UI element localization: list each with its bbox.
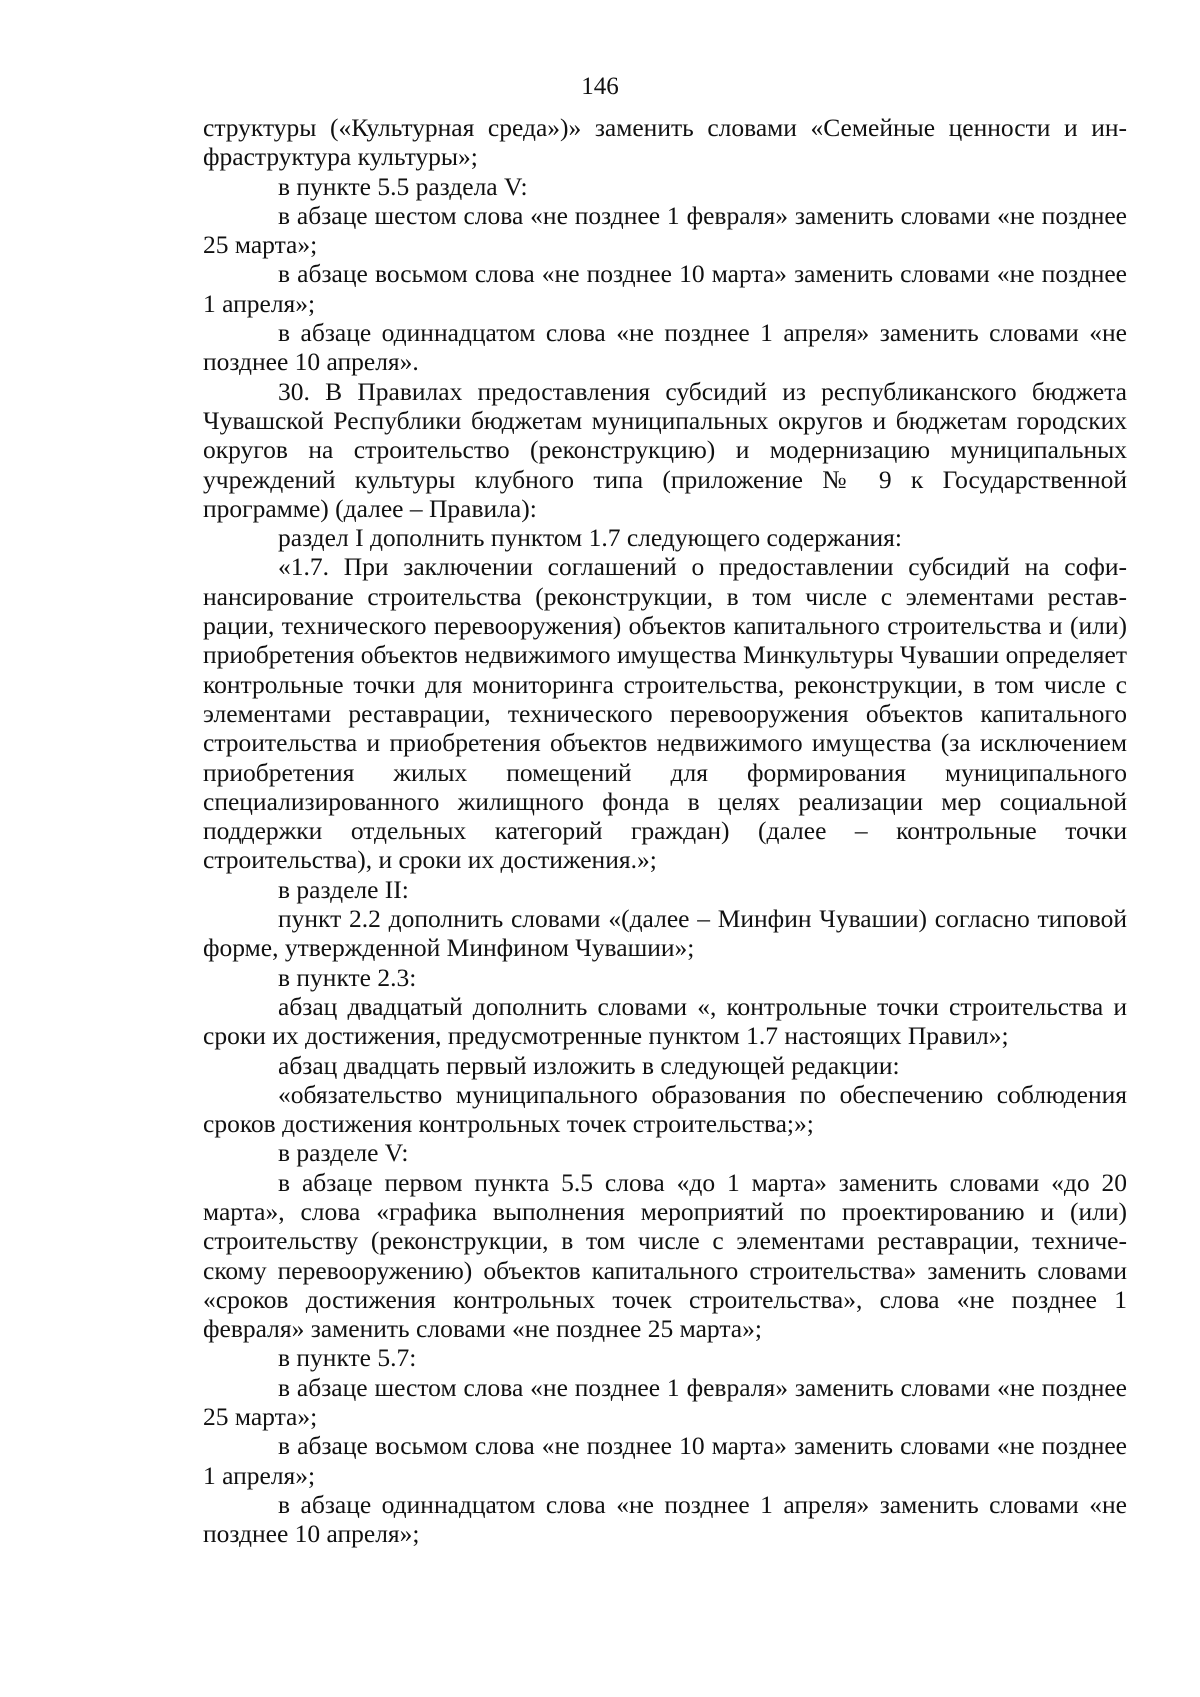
document-body — [203, 113, 1127, 1549]
paragraph: в абзаце одиннадцатом слова «не позднее 1 апреля» заменить словами «не позднее 10 апреля». — [203, 318, 1127, 377]
paragraph: абзац двадцать первый изложить в следующей редакции: — [278, 1050, 900, 1080]
paragraph: в абзаце одиннадцатом слова «не позднее 1 апреля» заменить словами «не позднее 10 апреля»; — [203, 1489, 1127, 1549]
paragraph: в абзаце шестом слова «не позднее 1 февраля» заменить словами «не позднее 25 марта»; — [203, 200, 1127, 260]
paragraph: «обязательство муниципального образования по обеспечению соблюдения сроков достижения контрольных точек строительства;»; — [203, 1079, 1127, 1139]
paragraph: в пункте 5.7: — [278, 1343, 417, 1373]
paragraph: «1.7. При заключении соглашений о предоставлении субсидий на софинансирование строительства (реконструкции, в том числе с элементами реставрации, технического перевооружения) объектов капитального строительства и (или) приобретения объектов недвижимого имущества Минкультуры Чувашии определяет контрольные точки для мониторинга строительства, реконструкции, в том числе с элементами реставрации, технического перевооружения объектов капитального строительства и приобретения объектов недвижимого имущества (за исключением приобретения жилых помещений для формирования муниципального специализированного жилищного фонда в целях реализации мер социальной поддержки отдельных категорий граждан) (далее – контрольные точки строительства), и сроки их достижения.»; — [203, 552, 1127, 875]
paragraph: в абзаце восьмом слова «не позднее 10 марта» заменить словами «не позднее 1 апреля»; — [203, 259, 1127, 318]
paragraph: пункт 2.2 дополнить словами «(далее – Минфин Чувашии) согласно типовой форме, утвержденной Минфином Чувашии»; — [203, 904, 1127, 963]
paragraph: структуры («Культурная среда»)» заменить словами «Семейные ценности и инфраструктура культуры»; — [203, 113, 1127, 172]
paragraph: в разделе V: — [278, 1138, 409, 1168]
page-number: 146 — [581, 73, 619, 100]
paragraph: в пункте 5.5 раздела V: — [278, 171, 528, 201]
paragraph: в абзаце шестом слова «не позднее 1 февраля» заменить словами «не позднее 25 марта»; — [203, 1372, 1127, 1432]
paragraph: в пункте 2.3: — [278, 962, 417, 992]
paragraph: раздел I дополнить пунктом 1.7 следующего содержания: — [278, 523, 902, 553]
paragraph: в разделе II: — [278, 874, 409, 904]
paragraph: абзац двадцатый дополнить словами «, контрольные точки строительства и сроки их достижения, предусмотренные пунктом 1.7 настоящих Правил»; — [203, 991, 1127, 1051]
paragraph: в абзаце восьмом слова «не позднее 10 марта» заменить словами «не позднее 1 апреля»; — [203, 1431, 1127, 1490]
paragraph: в абзаце первом пункта 5.5 слова «до 1 марта» заменить словами «до 20 марта», слова «графика выполнения мероприятий по проектированию и (или) строительству (реконструкции, в том числе с элементами реставрации, техническому перевооружению) объектов капитального строительства» заменить словами «сроков достижения контрольных точек строительства», слова «не позднее 1 февраля» заменить словами «не позднее 25 марта»; — [203, 1167, 1127, 1344]
paragraph: 30. В Правилах предоставления субсидий из республиканского бюджета Чувашской Республики бюджетам муниципальных округов и бюджетам городских округов на строительство (реконструкцию) и модернизацию муниципальных учреждений культуры клубного типа (приложение № 9 к Государственной программе) (далее – Правила): — [203, 376, 1127, 523]
